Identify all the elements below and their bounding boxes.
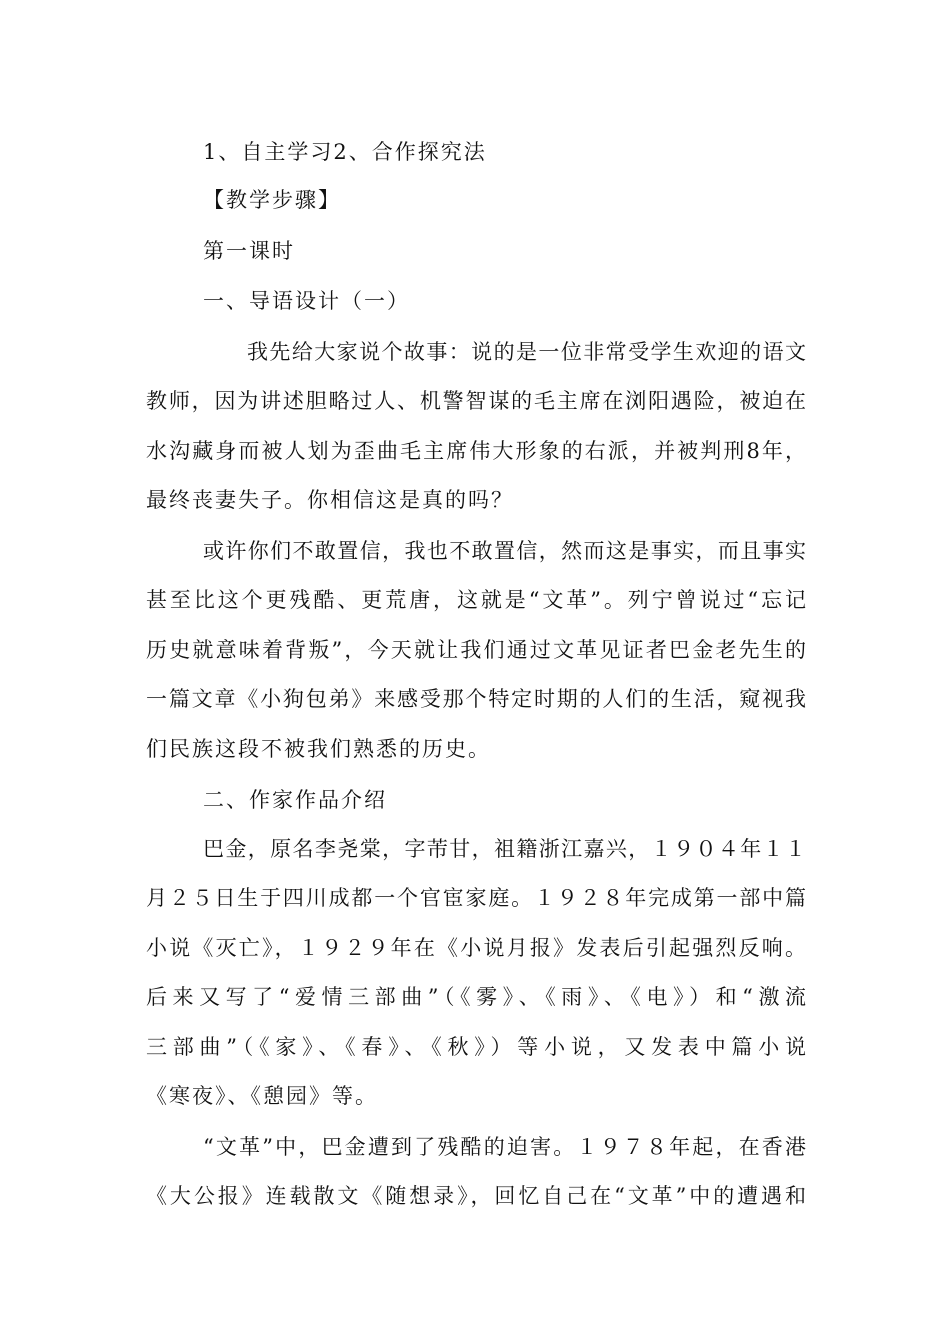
paragraph-line: 历史就意味着背叛”，今天就让我们通过文革见证者巴金老先生的 bbox=[146, 638, 806, 662]
paragraph-line: 后来又写了“爱情三部曲”（《雾》、《雨》、《电》）和“激流 bbox=[146, 985, 806, 1009]
paragraph-line: 我先给大家说个故事：说的是一位非常受学生欢迎的语文 bbox=[247, 340, 806, 364]
paragraph-line: 水沟藏身而被人划为歪曲毛主席伟大形象的右派，并被判刑8年， bbox=[146, 439, 806, 463]
section-heading-intro: 一、导语设计（一） bbox=[203, 289, 410, 313]
paragraph-line: 月２５日生于四川成都一个官宦家庭。１９２８年完成第一部中篇 bbox=[146, 886, 806, 910]
paragraph-line: “文革”中，巴金遭到了残酷的迫害。１９７８年起，在香港 bbox=[203, 1135, 806, 1159]
lesson-heading: 第一课时 bbox=[203, 239, 295, 263]
paragraph-line: 或许你们不敢置信，我也不敢置信，然而这是事实，而且事实 bbox=[203, 539, 806, 563]
section-heading-author: 二、作家作品介绍 bbox=[203, 788, 387, 812]
paragraph-line: 们民族这段不被我们熟悉的历史。 bbox=[146, 737, 491, 761]
paragraph-line: 三部曲”（《家》、《春》、《秋》）等小说，又发表中篇小说 bbox=[146, 1035, 806, 1059]
paragraph-line: 最终丧妻失子。你相信这是真的吗？ bbox=[146, 488, 514, 512]
method-line: 1、自主学习2、合作探究法 bbox=[203, 140, 487, 164]
section-heading-steps: 【教学步骤】 bbox=[203, 188, 341, 212]
paragraph-line: 《大公报》连载散文《随想录》，回忆自己在“文革”中的遭遇和 bbox=[146, 1184, 806, 1208]
paragraph-line: 一篇文章《小狗包弟》来感受那个特定时期的人们的生活，窥视我 bbox=[146, 687, 806, 711]
paragraph-line: 巴金，原名李尧棠，字芾甘，祖籍浙江嘉兴，１９０４年１１ bbox=[203, 837, 806, 861]
paragraph-line: 教师，因为讲述胆略过人、机警智谋的毛主席在浏阳遇险，被迫在 bbox=[146, 389, 806, 413]
paragraph-line: 甚至比这个更残酷、更荒唐，这就是“文革”。列宁曾说过“忘记 bbox=[146, 588, 806, 612]
paragraph-line: 《寒夜》、《憩园》等。 bbox=[146, 1084, 378, 1108]
paragraph-line: 小说《灭亡》，１９２９年在《小说月报》发表后引起强烈反响。 bbox=[146, 936, 806, 960]
